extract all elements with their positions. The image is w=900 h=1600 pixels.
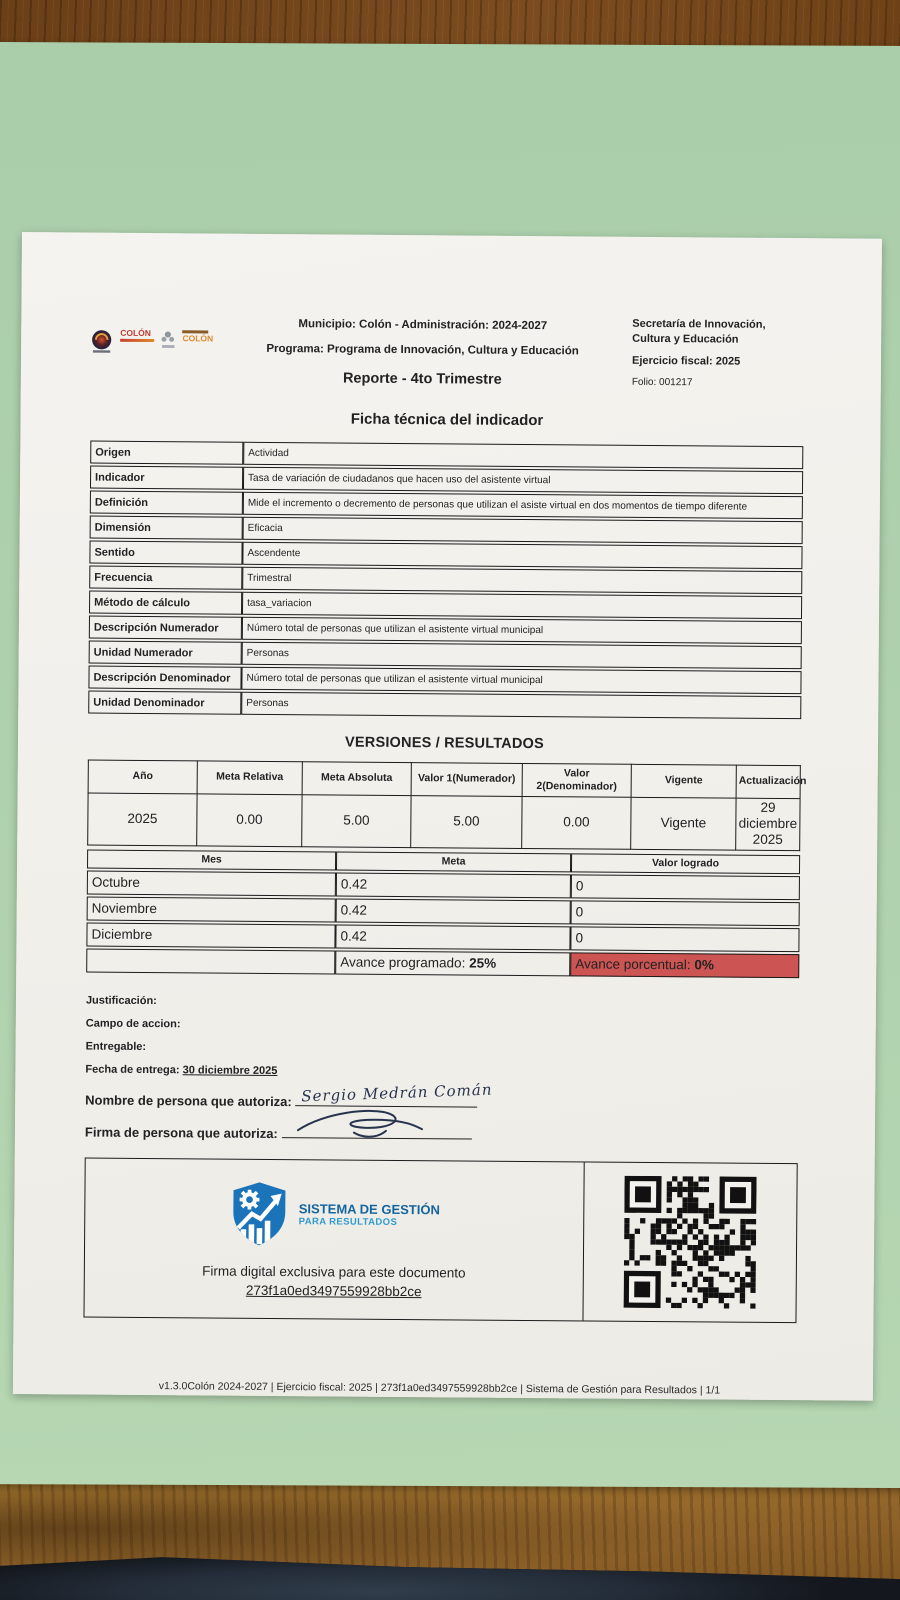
table-row (86, 922, 799, 952)
firma-autoriza-field (281, 1124, 471, 1139)
colon-gray-wordmark-text: COLÓN (182, 333, 214, 344)
secretaria-line: Secretaría de Innovación, Cultura y Educación (632, 317, 766, 346)
digital-signature-left (84, 1158, 583, 1320)
firma-autoriza-line (85, 1122, 798, 1145)
justificacion-label: Justificación: (85, 994, 157, 1007)
ficha-row-label: Unidad Numerador (89, 641, 242, 665)
vers-col-header: Vigente (631, 764, 736, 798)
colon-emblem-icon (91, 329, 114, 359)
digital-signature-caption: Firma digital exclusiva para este documento (202, 1263, 466, 1281)
qr-code (624, 1175, 757, 1308)
page-footer: v1.3.0Colón 2024-2027 | Ejercicio fiscal: 2025 | 273f1a0ed3497559928bb2ce | Sistema de Gestión para Resultados | 1/1 (158, 1379, 721, 1397)
nombre-autoriza-label: Nombre de persona que autoriza: (85, 1092, 292, 1109)
ficha-row-label: Dimensión (90, 516, 243, 540)
ficha-row-label: Sentido (89, 541, 242, 565)
table-row (89, 566, 802, 595)
vers-col-header: Meta Absoluta (302, 762, 411, 796)
vers-cell: 0.00 (522, 796, 631, 848)
vers-cell: Vigente (631, 797, 736, 849)
report-page (13, 232, 882, 1401)
handwritten-name: Sergio Medrán Comán (301, 1080, 493, 1105)
avance-programado-cell (335, 950, 570, 976)
table-header-row (88, 760, 800, 799)
table-row (86, 948, 799, 978)
ficha-row-value: Número total de personas que utilizan el asistente virtual municipal (241, 667, 801, 694)
table-row (89, 641, 802, 670)
mes-cell: Diciembre (86, 922, 335, 948)
sgr-logo-line2: PARA RESULTADOS (298, 1215, 398, 1228)
ficha-row-value: Número total de personas que utilizan el asistente virtual municipal (242, 617, 802, 644)
table-row (88, 691, 801, 720)
ficha-row-value: tasa_variacion (242, 592, 802, 619)
empty-cell (86, 948, 335, 974)
ficha-row-label: Origen (90, 441, 243, 465)
versiones-title: VERSIONES / RESULTADOS (345, 734, 544, 753)
table-row (90, 466, 803, 495)
ficha-title: Ficha técnica del indicador (350, 410, 544, 430)
avance-porcentual-label: Avance porcentual: (575, 956, 691, 973)
ficha-row-value: Eficacia (243, 517, 803, 544)
ficha-row-label: Unidad Denominador (88, 691, 241, 715)
ficha-row-label: Definición (90, 491, 243, 515)
fecha-entrega-value: 30 diciembre 2025 (182, 1063, 278, 1077)
firma-autoriza-label: Firma de persona que autoriza: (84, 1124, 278, 1141)
digital-signature-right (582, 1162, 796, 1322)
colon-wordmark-text: COLÓN (120, 327, 151, 339)
mes-cell: Noviembre (87, 896, 336, 922)
table-row (87, 896, 800, 926)
table-row (90, 516, 803, 545)
entregable-label: Entregable: (85, 1040, 147, 1053)
ficha-row-value: Mide el incremento o decremento de personas que utilizan el asiste virtual en dos momentos de tiempo diferente (243, 492, 803, 519)
vers-cell: 5.00 (411, 796, 522, 848)
sgr-logo (228, 1179, 440, 1249)
sgr-logo-text (299, 1201, 440, 1228)
digital-signature-hash: 273f1a0ed3497559928bb2ce (245, 1282, 422, 1299)
meta-cell: 0.42 (336, 872, 571, 898)
meta-cell: 0.42 (336, 898, 571, 924)
municipio-line: Municipio: Colón - Administración: 2024-2027 (298, 318, 548, 333)
vers-col-header: Valor 1(Numerador) (411, 763, 522, 797)
programa-line: Programa: Programa de Innovación, Cultura y Educación (266, 342, 579, 358)
table-row (90, 491, 803, 520)
ficha-row-label: Descripción Numerador (89, 616, 242, 640)
avance-programado-value: 25% (469, 955, 497, 971)
ficha-table (88, 439, 803, 722)
meta-cell: 0.42 (335, 924, 570, 950)
versiones-table (87, 760, 807, 851)
table-row (87, 870, 800, 900)
vers-col-header: Valor 2(Denominador) (522, 763, 631, 797)
table-row (90, 441, 803, 470)
mes-cell: Octubre (87, 870, 336, 896)
ficha-row-label: Método de cálculo (89, 591, 242, 615)
colon-wordmark-bar (120, 338, 154, 341)
table-row (88, 793, 800, 850)
vers-cell: 2025 (88, 793, 197, 845)
avance-porcentual-value: 0% (694, 957, 714, 973)
table-row (89, 591, 802, 620)
vers-col-header: Meta Relativa (197, 761, 302, 795)
mes-col-header: Meta (336, 851, 571, 872)
sgr-logo-line1: SISTEMA DE GESTIÓN (298, 1200, 440, 1217)
meses-table (86, 847, 800, 980)
vers-cell: 5.00 (302, 795, 411, 847)
ficha-row-label: Indicador (90, 466, 243, 490)
header-right (632, 317, 805, 390)
municipal-logos (91, 329, 213, 386)
logrado-cell: 0 (570, 926, 799, 952)
ficha-row-value: Actividad (243, 442, 803, 469)
vers-col-header: Año (88, 760, 197, 794)
ficha-row-value: Personas (242, 642, 802, 669)
table-row (89, 616, 802, 645)
table-row (88, 666, 801, 695)
logrado-cell: 0 (571, 874, 800, 900)
page-header (91, 313, 805, 391)
colon-gray-wordmark (182, 329, 213, 343)
vers-col-header: Actualización (736, 765, 800, 799)
signature-icon (293, 1104, 443, 1145)
mes-col-header: Mes (87, 849, 336, 870)
folio-line: Folio: 001217 (631, 376, 693, 388)
fields-block (85, 994, 799, 1081)
ejercicio-line: Ejercicio fiscal: 2025 (631, 354, 741, 368)
ficha-row-label: Descripción Denominador (88, 666, 241, 690)
colon-wordmark (120, 329, 154, 342)
reporte-title: Reporte - 4to Trimestre (342, 370, 502, 388)
mes-col-header: Valor logrado (571, 853, 800, 874)
campo-accion-label: Campo de accion: (85, 1017, 181, 1030)
header-center (213, 314, 633, 389)
ficha-row-label: Frecuencia (89, 566, 242, 590)
ficha-row-value: Tasa de variación de ciudadanos que hacen uso del asistente virtual (243, 467, 803, 494)
logrado-cell: 0 (571, 900, 800, 926)
vers-cell: 0.00 (197, 794, 302, 846)
avance-programado-label: Avance programado: (340, 954, 466, 971)
digital-signature-box (83, 1157, 797, 1323)
fecha-entrega-label: Fecha de entrega: (85, 1063, 180, 1076)
fecha-entrega-line (85, 1063, 798, 1081)
colon-gray-emblem-icon (160, 329, 177, 357)
ficha-row-value: Trimestral (242, 567, 802, 594)
avance-porcentual-cell (570, 952, 799, 978)
ficha-row-value: Personas (241, 692, 801, 719)
table-row (89, 541, 802, 570)
vers-cell: 29 diciembre 2025 (736, 798, 800, 850)
ficha-row-value: Ascendente (242, 542, 802, 569)
shield-chart-icon (228, 1179, 291, 1247)
